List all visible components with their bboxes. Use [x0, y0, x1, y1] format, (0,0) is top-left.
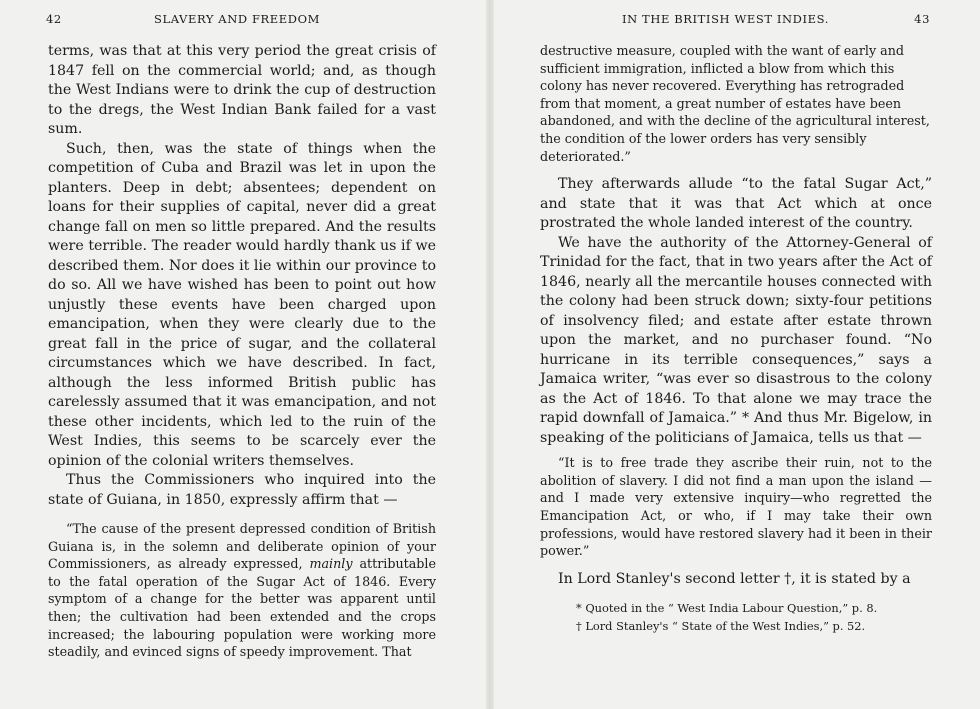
left-running-head: SLAVERY AND FREEDOM	[154, 12, 320, 26]
right-paragraph-3: In Lord Stanley's second letter †, it is stated by a	[558, 570, 911, 587]
left-page-number: 42	[46, 12, 62, 26]
bigelow-quote: “It is to free trade they ascribe their ruin, not to the abolition of slavery. I did not find a man upon the island —and I made very extensive inquiry—who regretted the Emancipation Act, or who, if I may take their own professions, would have restored slavery had it been in their power.”	[540, 455, 932, 559]
right-paragraph-2: We have the authority of the Attorney-General of Trinidad for the fact, that in two years after the Act of 1846, nearly all the mercantile houses connected with the colony had been struck down; sixty-four petitions of insolvency filed; and estate after estate thrown upon the market, and no purchaser found. “No hurricane in its terrible consequences,” says a Jamaica writer, “was ever so disastrous to the colony as the Act of 1846. To that alone we may trace the rapid downfall of Jamaica.” * And thus Mr. Bigelow, in speaking of the politicians of Jamaica, tells us that —	[540, 234, 932, 446]
right-running-head: IN THE BRITISH WEST INDIES.	[622, 12, 829, 26]
left-paragraph-2: Such, then, was the state of things when the competition of Cuba and Brazil was let in upon the planters. Deep in debt; absentees; dependent on loans for their supplies of capital, never did a great change fall on men so little prepared. And the results were terrible. The reader would hardly thank us if we described them. Nor does it lie within our province to do so. All we have wished has been to point out how unjustly these events have been charged upon emancipation, when they were clearly due to the great fall in the price of sugar, and the collateral circumstances which we have described. In fact, although the less informed British public has carelessly assumed that it was emancipation, and not these other incidents, which led to the ruin of the West Indies, this seems to be scarcely ever the opinion of the colonial writers themselves.	[48, 140, 436, 469]
quote-continuation: destructive measure, coupled with the want of early and sufficient immigration, inflicted a blow from which this colony has never recovered. Everything has retrograded from that moment, a great number of estates have been abandoned, and with the decline of the agricultural interest, the condition of the lower orders has very sensibly deteriorated.”	[540, 43, 930, 164]
quote-emphasis: mainly	[309, 556, 353, 572]
right-running-header	[538, 12, 930, 28]
left-paragraph-3: Thus the Commissioners who inquired into the state of Guiana, in 1850, expressly affirm that —	[48, 472, 436, 508]
right-text-column	[540, 42, 932, 635]
footnote-2: † Lord Stanley's “ State of the West Indies,” p. 52.	[576, 619, 866, 634]
right-page-number: 43	[914, 12, 930, 26]
quote-text-a: “The cause of the present depressed condition of British Guiana is, in the solemn and deliberate opinion of your Commissioners, as already expressed,	[48, 521, 436, 572]
right-paragraph-1: They afterwards allude “to the fatal Sugar Act,” and state that it was that Act which at once prostrated the whole landed interest of the country.	[540, 176, 932, 232]
left-paragraph-1: terms, was that at this very period the great crisis of 1847 fell on the commercial world; and, as though the West Indians were to drink the cup of destruction to the dregs, the West Indian Bank failed for a vast sum.	[48, 43, 436, 137]
quote-text-b: attributable to the fatal operation of the Sugar Act of 1846. Every symptom of a change for the better was apparent until then; the cultivation had been extended and the crops increased; the labouring population were working more steadily, and evinced signs of speedy improvement. That	[48, 556, 436, 660]
footnote-1: * Quoted in the “ West India Labour Question,” p. 8.	[576, 601, 878, 616]
